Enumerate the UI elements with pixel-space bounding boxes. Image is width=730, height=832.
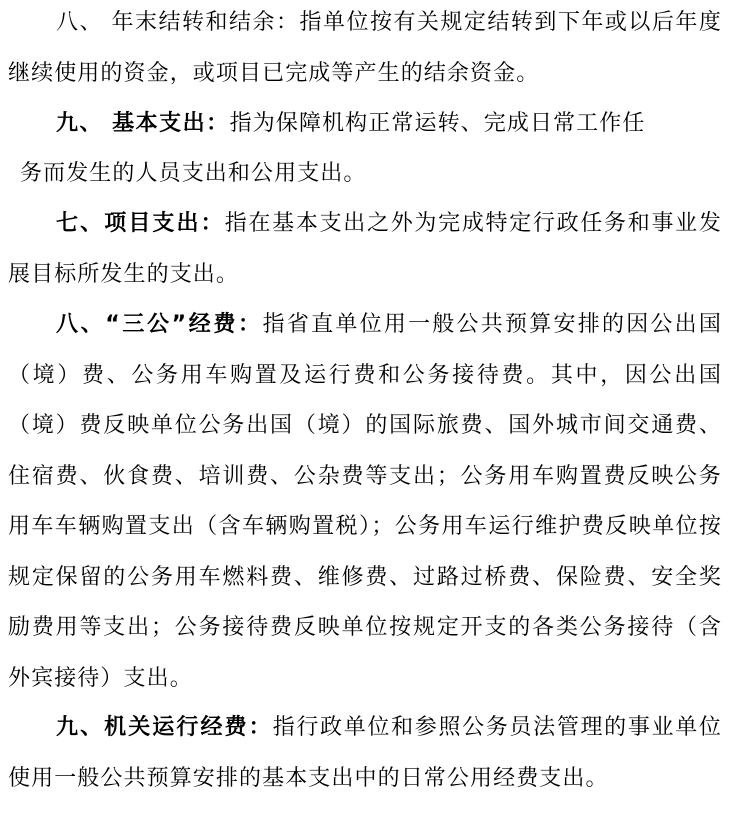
paragraph-three-public-expenses bbox=[8, 300, 722, 704]
paragraph-project-expenditure bbox=[8, 199, 722, 300]
paragraph-heading: 七、项目支出： bbox=[56, 211, 225, 236]
paragraph-text: 指省直单位用一般公共预算安排的因公出国（境）费、公务用车购置及运行费和公务接待费。其中，因公出国（境）费反映单位公务出国（境）的国际旅费、国外城市间交通费、住宿费、伙食费、培训费、公杂费等支出；公务用车购置费反映公务用车车辆购置支出（含车辆购置税）；公务用车运行维护费反映单位按规定保留的公务用车燃料费、维修费、过路过桥费、保险费、安全奖励费用等支出；公务接待费反映单位按规定开支的各类公务接待（含外宾接待）支出。 bbox=[8, 312, 723, 691]
paragraph-heading: 九、 基本支出： bbox=[56, 111, 230, 136]
paragraph-year-end-carryover bbox=[8, 0, 722, 99]
paragraph-text: 指为保障机构正常运转、完成日常工作任 bbox=[229, 111, 646, 136]
paragraph-agency-operating-expenses bbox=[8, 703, 722, 804]
paragraph-text: 指在基本支出之外为完成特定行政任务和事业发展目标所发生的支出。 bbox=[8, 211, 722, 287]
paragraph-text: 务而发生的人员支出和公用支出。 bbox=[20, 161, 367, 186]
paragraph-heading: 八、“三公”经费： bbox=[56, 312, 263, 337]
paragraph-basic-expenditure-continued bbox=[20, 149, 730, 200]
paragraph-heading: 九、机关运行经费： bbox=[56, 715, 273, 740]
paragraph-text: 指行政单位和参照公务员法管理的事业单位使用一般公共预算安排的基本支出中的日常公用经费支出。 bbox=[8, 715, 722, 791]
paragraph-basic-expenditure bbox=[8, 99, 722, 150]
paragraph-text: 八、 年末结转和结余：指单位按有关规定结转到下年或以后年度继续使用的资金，或项目已完成等产生的结余资金。 bbox=[8, 10, 722, 86]
